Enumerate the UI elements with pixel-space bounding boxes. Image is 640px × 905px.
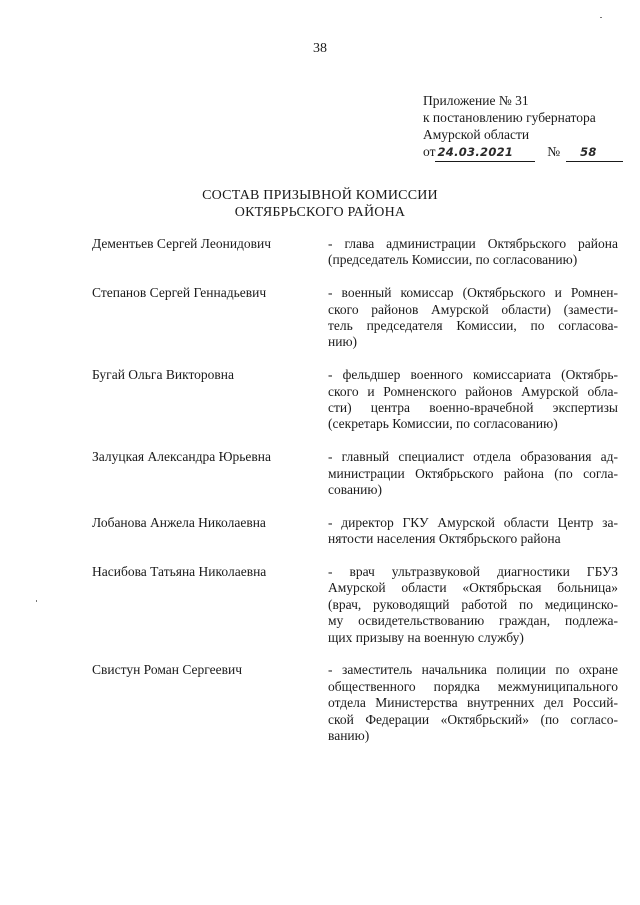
member-role-line: - заместитель начальника полиции по охране bbox=[328, 662, 618, 678]
appendix-region: Амурской области bbox=[423, 127, 530, 142]
member-role-line: - врач ультразвуковой диагностики ГБУЗ bbox=[328, 564, 618, 580]
member-role-line: му освидетельствованию граждан, подлежа- bbox=[328, 613, 618, 629]
member-role bbox=[328, 449, 618, 498]
member-name: Степанов Сергей Геннадьевич bbox=[92, 285, 267, 301]
commission-members-list bbox=[92, 236, 620, 761]
member-role-line: - главный специалист отдела образования ад- bbox=[328, 449, 618, 465]
appendix-title: Приложение № 31 bbox=[423, 93, 529, 108]
member-name: Лобанова Анжела Николаевна bbox=[92, 514, 266, 530]
member-row bbox=[92, 236, 620, 269]
member-role bbox=[328, 285, 618, 351]
member-role-line: - военный комиссар (Октябрьского и Ромнен- bbox=[328, 285, 618, 301]
page-number: 38 bbox=[313, 41, 327, 56]
member-role-line: нию) bbox=[328, 334, 358, 350]
member-row bbox=[92, 662, 620, 744]
member-role-line: - глава администрации Октябрьского района bbox=[328, 236, 618, 251]
member-role-line: сти) центра военно-врачебной экспертизы bbox=[328, 400, 618, 416]
member-name: Залуцкая Александра Юрьевна bbox=[92, 449, 271, 465]
scan-speck bbox=[36, 600, 37, 602]
member-role bbox=[328, 236, 618, 269]
member-role-line: сованию) bbox=[328, 482, 382, 498]
member-row bbox=[92, 564, 620, 646]
member-role-line: общественного порядка межмуниципального bbox=[328, 678, 618, 694]
date-prefix: от bbox=[423, 144, 436, 159]
handwritten-number: 58 bbox=[566, 144, 623, 162]
title-line-2: ОКТЯБРЬСКОГО РАЙОНА bbox=[234, 205, 406, 220]
member-role-line: тель председателя Комиссии, по согласова- bbox=[328, 318, 618, 334]
appendix-decree-reference: к постановлению губернатора bbox=[423, 110, 596, 125]
member-name: Бугай Ольга Викторовна bbox=[92, 367, 235, 383]
appendix-header bbox=[423, 92, 623, 162]
document-title bbox=[0, 187, 640, 221]
handwritten-date: 24.03.2021 bbox=[435, 144, 535, 162]
member-role bbox=[328, 662, 618, 744]
member-role-line: ского районов Амурской области) (замести- bbox=[328, 301, 618, 317]
member-role-line: щих призыву на военную службу) bbox=[328, 629, 524, 645]
title-line-1: СОСТАВ ПРИЗЫВНОЙ КОМИССИИ bbox=[202, 188, 438, 203]
member-name: Насибова Татьяна Николаевна bbox=[92, 564, 267, 580]
member-role bbox=[328, 515, 618, 548]
member-name: Свистун Роман Сергеевич bbox=[92, 662, 243, 678]
member-role-line: (секретарь Комиссии, по согласованию) bbox=[328, 416, 558, 432]
number-label: № bbox=[547, 144, 561, 159]
scan-speck bbox=[600, 17, 602, 18]
member-role-line: отдела Министерства внутренних дел Россий- bbox=[328, 695, 618, 711]
member-name: Дементьев Сергей Леонидович bbox=[92, 236, 272, 251]
member-role-line: ского и Ромненского районов Амурской обла- bbox=[328, 383, 618, 399]
member-role-line: - директор ГКУ Амурской области Центр за- bbox=[328, 514, 618, 530]
member-role-line: ванию) bbox=[328, 728, 370, 744]
member-role bbox=[328, 367, 618, 433]
member-row bbox=[92, 285, 620, 351]
member-row bbox=[92, 367, 620, 433]
member-role-line: (председатель Комиссии, по согласованию) bbox=[328, 252, 578, 268]
member-role bbox=[328, 564, 618, 646]
member-role-line: (врач, руководящий работой по медицинско- bbox=[328, 596, 618, 612]
member-row bbox=[92, 515, 620, 548]
member-row bbox=[92, 449, 620, 498]
appendix-date-number-line bbox=[423, 143, 623, 162]
member-role-line: нятости населения Октябрьского района bbox=[328, 531, 561, 547]
member-role-line: Амурской области «Октябрьская больница» bbox=[328, 580, 618, 596]
member-role-line: ской Федерации «Октябрьский» (по согласо- bbox=[328, 711, 618, 727]
member-role-line: - фельдшер военного комиссариата (Октябрь- bbox=[328, 367, 618, 383]
member-role-line: министрации Октябрьского района (по согла- bbox=[328, 465, 618, 481]
